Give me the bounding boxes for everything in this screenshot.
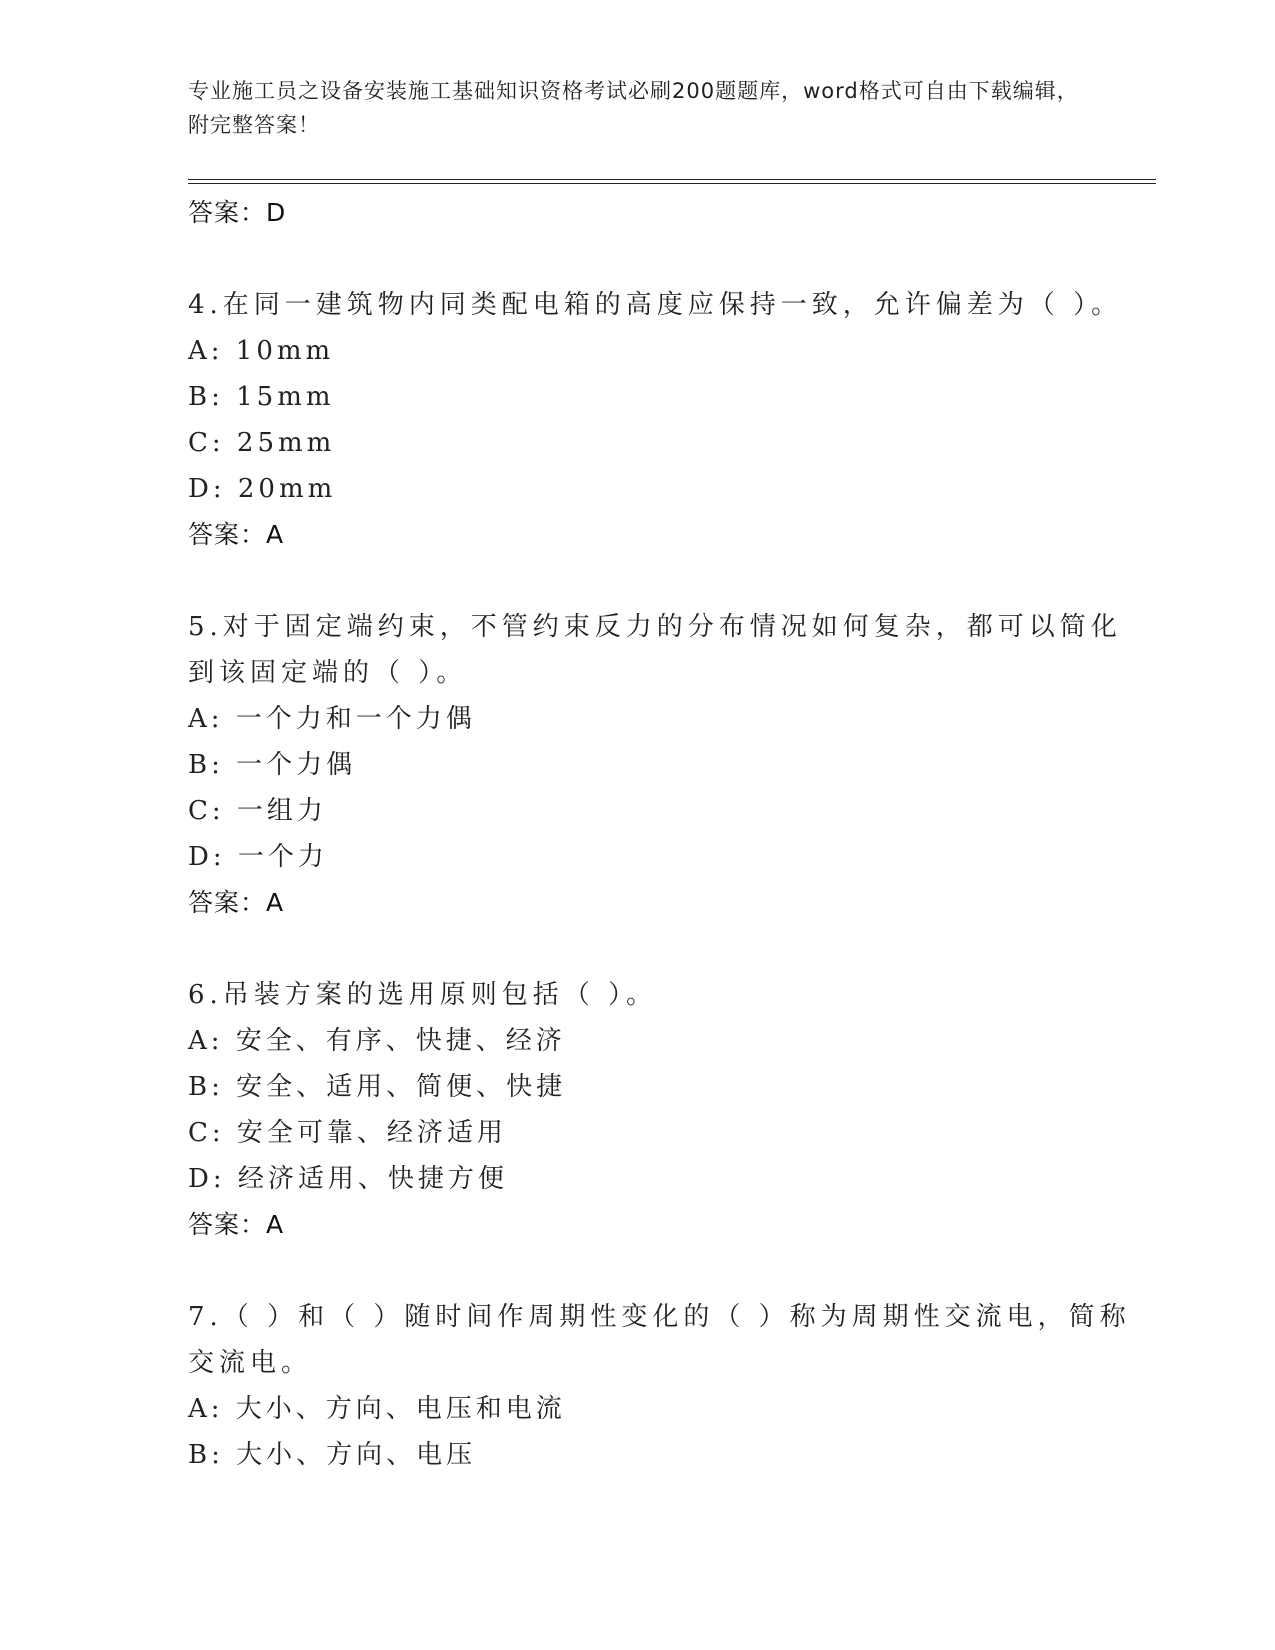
question-text: 5.对于固定端约束，不管约束反力的分布情况如何复杂，都可以简化到该固定端的（ ）。 — [188, 612, 1122, 688]
option-c: C: 安全可靠、经济适用 — [188, 1118, 507, 1148]
option-b: B: 15mm — [188, 382, 335, 412]
option-a: A: 一个力和一个力偶 — [188, 704, 476, 734]
answer-line: 答案：D — [188, 198, 287, 227]
option-b: B: 安全、适用、简便、快捷 — [188, 1072, 567, 1102]
answer-line: 答案：A — [188, 520, 285, 549]
option-c: C: 25mm — [188, 428, 336, 458]
question-7 — [188, 1294, 1148, 1478]
option-d: D: 20mm — [188, 474, 337, 504]
question-6 — [188, 972, 1148, 1248]
answer-line: 答案：A — [188, 1210, 285, 1239]
question-4 — [188, 282, 1148, 558]
spacer — [188, 1248, 1148, 1294]
answer-line: 答案：A — [188, 888, 285, 917]
header-divider-bottom — [188, 183, 1156, 184]
spacer — [188, 558, 1148, 604]
header-divider-top — [188, 179, 1156, 180]
option-a: A: 大小、方向、电压和电流 — [188, 1394, 566, 1424]
question-text: 4.在同一建筑物内同类配电箱的高度应保持一致，允许偏差为（ ）。 — [188, 290, 1123, 320]
document-header: 专业施工员之设备安装施工基础知识资格考试必刷200题题库，word格式可自由下载编辑，附完整答案！ — [188, 79, 1079, 137]
option-a: A: 10mm — [188, 336, 335, 366]
option-d: D: 经济适用、快捷方便 — [188, 1164, 508, 1194]
question-5 — [188, 604, 1148, 926]
question-text: 6.吊装方案的选用原则包括（ ）。 — [188, 980, 658, 1010]
document-body — [188, 190, 1148, 1478]
option-b: B: 大小、方向、电压 — [188, 1440, 477, 1470]
option-c: C: 一组力 — [188, 796, 327, 826]
spacer — [188, 236, 1148, 282]
option-a: A: 安全、有序、快捷、经济 — [188, 1026, 566, 1056]
option-b: B: 一个力偶 — [188, 750, 357, 780]
option-d: D: 一个力 — [188, 842, 328, 872]
spacer — [188, 926, 1148, 972]
question-text: 7.（ ）和（ ）随时间作周期性变化的（ ）称为周期性交流电，简称交流电。 — [188, 1302, 1131, 1378]
